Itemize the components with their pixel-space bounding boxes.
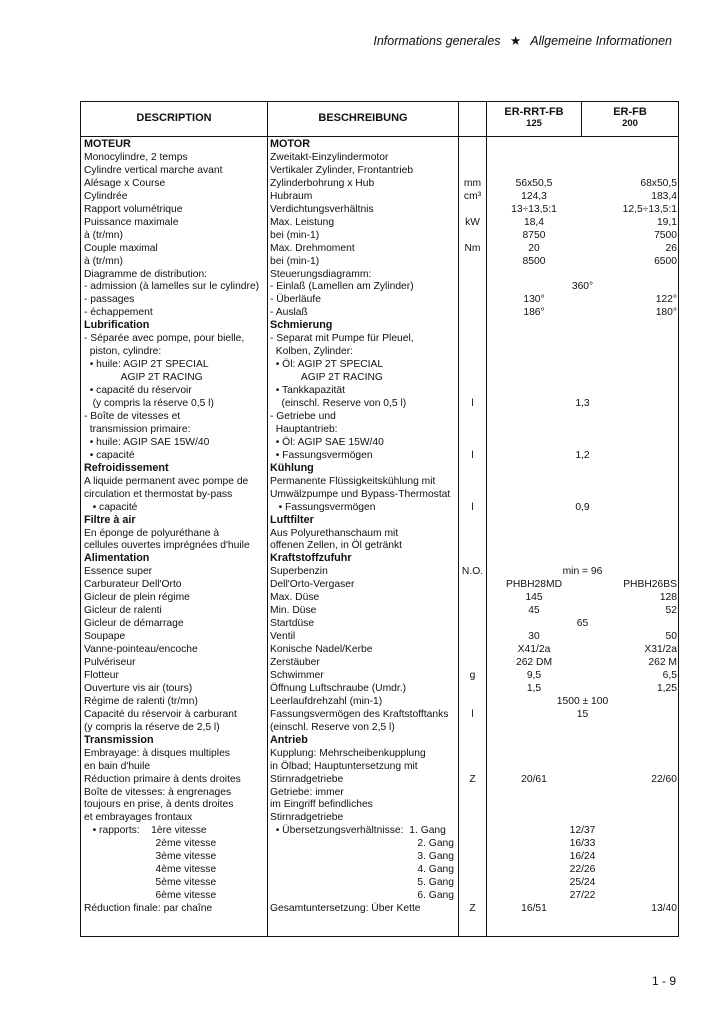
table-cell: 124,3 bbox=[521, 190, 547, 202]
table-cell: Rapport volumétrique bbox=[84, 203, 183, 215]
table-cell: 122° bbox=[655, 294, 677, 306]
table-cell: 45 bbox=[528, 605, 540, 617]
table-cell: N.O. bbox=[461, 566, 484, 578]
table-cell: - Überläufe bbox=[270, 294, 321, 306]
table-cell: Max. Leistung bbox=[270, 216, 335, 228]
table-cell: • rapports: 1ère vitesse bbox=[84, 825, 207, 837]
table-cell: (y compris la réserve 0,5 l) bbox=[84, 398, 214, 409]
table-cell: 52 bbox=[665, 605, 677, 617]
table-cell: Z bbox=[469, 903, 476, 915]
table-cell: Schmierung bbox=[270, 319, 333, 332]
table-cell: l bbox=[471, 708, 474, 720]
table-cell: Stirnradgetriebe bbox=[270, 773, 344, 785]
table-cell: • Öl: AGIP SAE 15W/40 bbox=[270, 436, 384, 448]
table-cell: 56x50,5 bbox=[515, 177, 553, 189]
table-cell: Schwimmer bbox=[270, 669, 324, 681]
table-cell: 20 bbox=[528, 242, 540, 254]
table-cell: 16/24 bbox=[569, 851, 596, 863]
table-cell: 262 DM bbox=[515, 657, 553, 668]
table-cell: Max. Düse bbox=[270, 592, 320, 604]
table-cell: kW bbox=[465, 216, 480, 228]
table-cell: - Getriebe und bbox=[270, 410, 336, 422]
table-cell: 1500 ± 100 bbox=[556, 695, 609, 707]
table-cell: 145 bbox=[525, 592, 543, 604]
table-cell: Zweitakt-Einzylindermotor bbox=[270, 151, 389, 163]
table-cell: Z bbox=[469, 773, 476, 785]
table-cell: Kupplung: Mehrscheibenkupplung bbox=[270, 747, 426, 759]
header-divider bbox=[81, 136, 678, 137]
table-cell: et embrayages frontaux bbox=[84, 812, 193, 824]
table-cell: l bbox=[471, 398, 474, 409]
table-cell: MOTOR bbox=[270, 138, 310, 150]
table-cell: Antrieb bbox=[270, 733, 308, 746]
table-cell: Ouverture vis air (tours) bbox=[84, 682, 193, 694]
table-cell: 15 bbox=[576, 708, 589, 720]
col-header-description: DESCRIPTION bbox=[136, 112, 212, 124]
table-cell: - Boîte de vitesses et bbox=[84, 410, 181, 422]
table-cell: toujours en prise, à dents droites bbox=[84, 799, 234, 811]
table-cell: 128 bbox=[659, 592, 677, 604]
table-cell: Permanente Flüssigkeitskühlung mit bbox=[270, 475, 436, 487]
table-cell: Kühlung bbox=[270, 461, 314, 474]
table-cell: Cylindre vertical marche avant bbox=[84, 164, 223, 176]
table-cell: - Auslaß bbox=[270, 307, 308, 319]
table-cell: • Fassungsvermögen bbox=[270, 449, 373, 461]
header-left: Informations generales bbox=[373, 34, 501, 48]
table-cell: min = 96 bbox=[562, 566, 603, 578]
table-cell: Kolben, Zylinder: bbox=[270, 346, 353, 358]
table-cell: Lubrification bbox=[84, 319, 150, 332]
table-cell: Luftfilter bbox=[270, 513, 314, 526]
table-cell: Stirnradgetriebe bbox=[270, 812, 344, 824]
table-cell: Max. Drehmoment bbox=[270, 242, 355, 254]
table-cell: PHBH26BS bbox=[623, 579, 677, 591]
table-cell: 3. Gang bbox=[417, 851, 454, 863]
table-cell: Embrayage: à disques multiples bbox=[84, 747, 230, 759]
table-cell: 1,25 bbox=[656, 682, 677, 694]
table-cell: 4ème vitesse bbox=[84, 864, 217, 876]
table-cell: Hubraum bbox=[270, 190, 313, 202]
spec-table bbox=[80, 101, 679, 937]
table-cell: Puissance maximale bbox=[84, 216, 179, 228]
table-cell: 183,4 bbox=[651, 190, 677, 202]
table-cell: Min. Düse bbox=[270, 605, 317, 617]
table-cell: 6,5 bbox=[662, 669, 677, 681]
table-cell: Ventil bbox=[270, 631, 296, 643]
column-divider bbox=[267, 102, 268, 936]
table-cell: Gicleur de ralenti bbox=[84, 605, 162, 617]
table-cell: • huile: AGIP 2T SPECIAL bbox=[84, 359, 209, 371]
table-cell: Gesamtuntersetzung: Über Kette bbox=[270, 903, 421, 915]
table-cell: 18,4 bbox=[523, 216, 545, 228]
table-cell: Réduction primaire à dents droites bbox=[84, 773, 241, 785]
table-cell: PHBH28MD bbox=[505, 579, 563, 591]
table-cell: g bbox=[469, 669, 476, 681]
table-cell: Filtre à air bbox=[84, 513, 136, 526]
table-cell: Öffnung Luftschraube (Umdr.) bbox=[270, 682, 407, 694]
table-cell: 2ème vitesse bbox=[84, 838, 217, 850]
table-cell: Superbenzin bbox=[270, 566, 328, 578]
header-right: Allgemeine Informationen bbox=[530, 34, 672, 48]
table-cell: 4. Gang bbox=[417, 864, 454, 876]
table-cell: 0,9 bbox=[575, 501, 590, 513]
table-cell: Flotteur bbox=[84, 669, 119, 681]
table-cell: (y compris la réserve de 2,5 l) bbox=[84, 721, 220, 733]
table-cell: 1,3 bbox=[575, 398, 590, 409]
table-cell: • Fassungsvermögen bbox=[270, 501, 376, 513]
table-cell: 50 bbox=[665, 631, 677, 643]
col-header-beschreibung: BESCHREIBUNG bbox=[318, 112, 408, 124]
table-cell: • capacité bbox=[84, 501, 138, 513]
table-cell: X41/2a bbox=[517, 644, 551, 656]
table-cell: cm³ bbox=[463, 190, 482, 202]
table-cell: im Eingriff befindliches bbox=[270, 799, 373, 811]
table-cell: Leerlaufdrehzahl (min-1) bbox=[270, 695, 383, 707]
table-cell: 30 bbox=[528, 631, 540, 643]
table-cell: 130° bbox=[523, 294, 545, 306]
table-cell: 68x50,5 bbox=[640, 177, 677, 189]
table-cell: - Séparée avec pompe, pour bielle, bbox=[84, 333, 245, 345]
table-cell: 1,5 bbox=[526, 682, 542, 694]
table-cell: Couple maximal bbox=[84, 242, 158, 254]
table-cell: Diagramme de distribution: bbox=[84, 268, 208, 280]
table-cell: 13÷13,5:1 bbox=[511, 203, 557, 215]
table-cell: Essence super bbox=[84, 566, 153, 578]
table-cell: - Einlaß (Lamellen am Zylinder) bbox=[270, 281, 414, 293]
table-cell: Carburateur Dell'Orto bbox=[84, 579, 182, 591]
table-cell: Cylindrée bbox=[84, 190, 128, 202]
table-cell: 9,5 bbox=[526, 669, 542, 681]
col-header-model-125: ER-RRT-FB 125 bbox=[504, 106, 564, 129]
table-cell: 262 M bbox=[648, 657, 677, 668]
table-cell: bei (min-1) bbox=[270, 229, 320, 241]
table-cell: Aus Polyurethanschaum mit bbox=[270, 527, 399, 539]
table-cell: 12/37 bbox=[569, 825, 596, 837]
table-cell: circulation et thermostat by-pass bbox=[84, 488, 233, 500]
table-cell: 186° bbox=[523, 307, 545, 319]
table-cell: (einschl. Reserve von 0,5 l) bbox=[270, 398, 407, 409]
table-cell: (einschl. Reserve von 2,5 l) bbox=[270, 721, 395, 733]
table-cell: Vanne-pointeau/encoche bbox=[84, 644, 198, 656]
col-header-model-200: ER-FB 200 bbox=[613, 106, 647, 129]
table-cell: Getriebe: immer bbox=[270, 786, 344, 798]
table-cell: en bain d'huile bbox=[84, 760, 151, 772]
table-cell: - admission (à lamelles sur le cylindre) bbox=[84, 281, 260, 293]
table-cell: Régime de ralenti (tr/mn) bbox=[84, 695, 198, 707]
table-cell: 16/33 bbox=[569, 838, 596, 850]
table-cell: 6. Gang bbox=[417, 890, 454, 902]
table-cell: • capacité du réservoir bbox=[84, 385, 192, 397]
table-cell: 5ème vitesse bbox=[84, 877, 217, 889]
table-cell: MOTEUR bbox=[84, 138, 131, 150]
table-cell: 20/61 bbox=[521, 773, 547, 785]
table-cell: 13/40 bbox=[651, 903, 677, 915]
table-cell: 180° bbox=[655, 307, 677, 319]
table-cell: l bbox=[471, 501, 474, 513]
table-cell: 1,2 bbox=[575, 449, 590, 461]
table-cell: • Tankkapazität bbox=[270, 385, 345, 397]
table-cell: A liquide permanent avec pompe de bbox=[84, 475, 249, 487]
table-cell: 8750 bbox=[522, 229, 546, 241]
table-cell: Gicleur de démarrage bbox=[84, 618, 184, 630]
table-cell: Soupape bbox=[84, 631, 126, 643]
table-cell: En éponge de polyuréthane à bbox=[84, 527, 220, 539]
table-cell: • Öl: AGIP 2T SPECIAL bbox=[270, 359, 384, 371]
table-cell: 6500 bbox=[654, 255, 677, 267]
table-cell: - échappement bbox=[84, 307, 153, 319]
table-cell: 26 bbox=[665, 242, 677, 254]
table-cell: transmission primaire: bbox=[84, 423, 191, 435]
table-cell: 12,5÷13,5:1 bbox=[622, 203, 677, 215]
table-cell: piston, cylindre: bbox=[84, 346, 162, 358]
table-cell: à (tr/mn) bbox=[84, 255, 123, 267]
table-cell: in Ölbad; Hauptuntersetzung mit bbox=[270, 760, 418, 772]
table-cell: Verdichtungsverhältnis bbox=[270, 203, 374, 215]
table-cell: Fassungsvermögen des Kraftstofftanks bbox=[270, 708, 449, 720]
table-cell: Hauptantrieb: bbox=[270, 423, 338, 435]
table-cell: 27/22 bbox=[569, 890, 596, 902]
table-cell: - Separat mit Pumpe für Pleuel, bbox=[270, 333, 414, 345]
table-cell: 7500 bbox=[654, 229, 677, 241]
table-cell: 16/51 bbox=[521, 903, 547, 915]
table-cell: Boîte de vitesses: à engrenages bbox=[84, 786, 232, 798]
table-cell: Kraftstoffzufuhr bbox=[270, 552, 352, 565]
table-cell: Refroidissement bbox=[84, 461, 169, 474]
table-cell: Zerstäuber bbox=[270, 657, 320, 668]
table-cell: • huile: AGIP SAE 15W/40 bbox=[84, 436, 210, 448]
table-cell: 22/26 bbox=[569, 864, 596, 876]
table-cell: bei (min-1) bbox=[270, 255, 320, 267]
table-cell: Transmission bbox=[84, 733, 154, 746]
table-cell: Dell'Orto-Vergaser bbox=[270, 579, 355, 591]
table-cell: Umwälzpumpe und Bypass-Thermostat bbox=[270, 488, 451, 500]
table-cell: Nm bbox=[464, 242, 481, 254]
table-cell: Alésage x Course bbox=[84, 177, 166, 189]
table-cell: Konische Nadel/Kerbe bbox=[270, 644, 373, 656]
table-cell: 5. Gang bbox=[417, 877, 454, 889]
table-cell: 3ème vitesse bbox=[84, 851, 217, 863]
table-cell: 2. Gang bbox=[417, 838, 454, 850]
table-cell: AGIP 2T RACING bbox=[270, 372, 383, 384]
table-cell: Zylinderbohrung x Hub bbox=[270, 177, 375, 189]
table-cell: 22/60 bbox=[651, 773, 677, 785]
page-number: 1 - 9 bbox=[651, 974, 676, 988]
table-cell: Startdüse bbox=[270, 618, 315, 630]
table-cell: Monocylindre, 2 temps bbox=[84, 151, 188, 163]
table-cell: à (tr/mn) bbox=[84, 229, 123, 241]
table-cell: Réduction finale: par chaîne bbox=[84, 903, 213, 915]
table-cell: • capacité bbox=[84, 449, 135, 461]
table-cell: cellules ouvertes imprégnées d'huile bbox=[84, 540, 250, 552]
table-cell: Gicleur de plein régime bbox=[84, 592, 190, 604]
table-cell: X31/2a bbox=[644, 644, 677, 656]
table-cell: Vertikaler Zylinder, Frontantrieb bbox=[270, 164, 414, 176]
table-cell: 6ème vitesse bbox=[84, 890, 217, 902]
star-icon: ★ bbox=[510, 34, 522, 48]
table-cell: 360° bbox=[571, 281, 594, 293]
table-cell: 65 bbox=[576, 618, 589, 630]
table-cell: • Übersetzungsverhältnisse: 1. Gang bbox=[270, 825, 446, 837]
table-cell: 8500 bbox=[522, 255, 546, 267]
table-cell: Capacité du réservoir à carburant bbox=[84, 708, 237, 720]
page-header bbox=[373, 33, 672, 48]
table-cell: 25/24 bbox=[569, 877, 596, 889]
table-cell: Steuerungsdiagramm: bbox=[270, 268, 372, 280]
table-cell: 19,1 bbox=[656, 216, 677, 228]
table-cell: l bbox=[471, 449, 474, 461]
table-cell: Pulvériseur bbox=[84, 657, 136, 668]
table-cell: AGIP 2T RACING bbox=[84, 372, 203, 384]
table-cell: offenen Zellen, in Öl getränkt bbox=[270, 540, 403, 552]
table-cell: mm bbox=[463, 177, 482, 189]
table-cell: - passages bbox=[84, 294, 135, 306]
table-cell: Alimentation bbox=[84, 552, 150, 565]
